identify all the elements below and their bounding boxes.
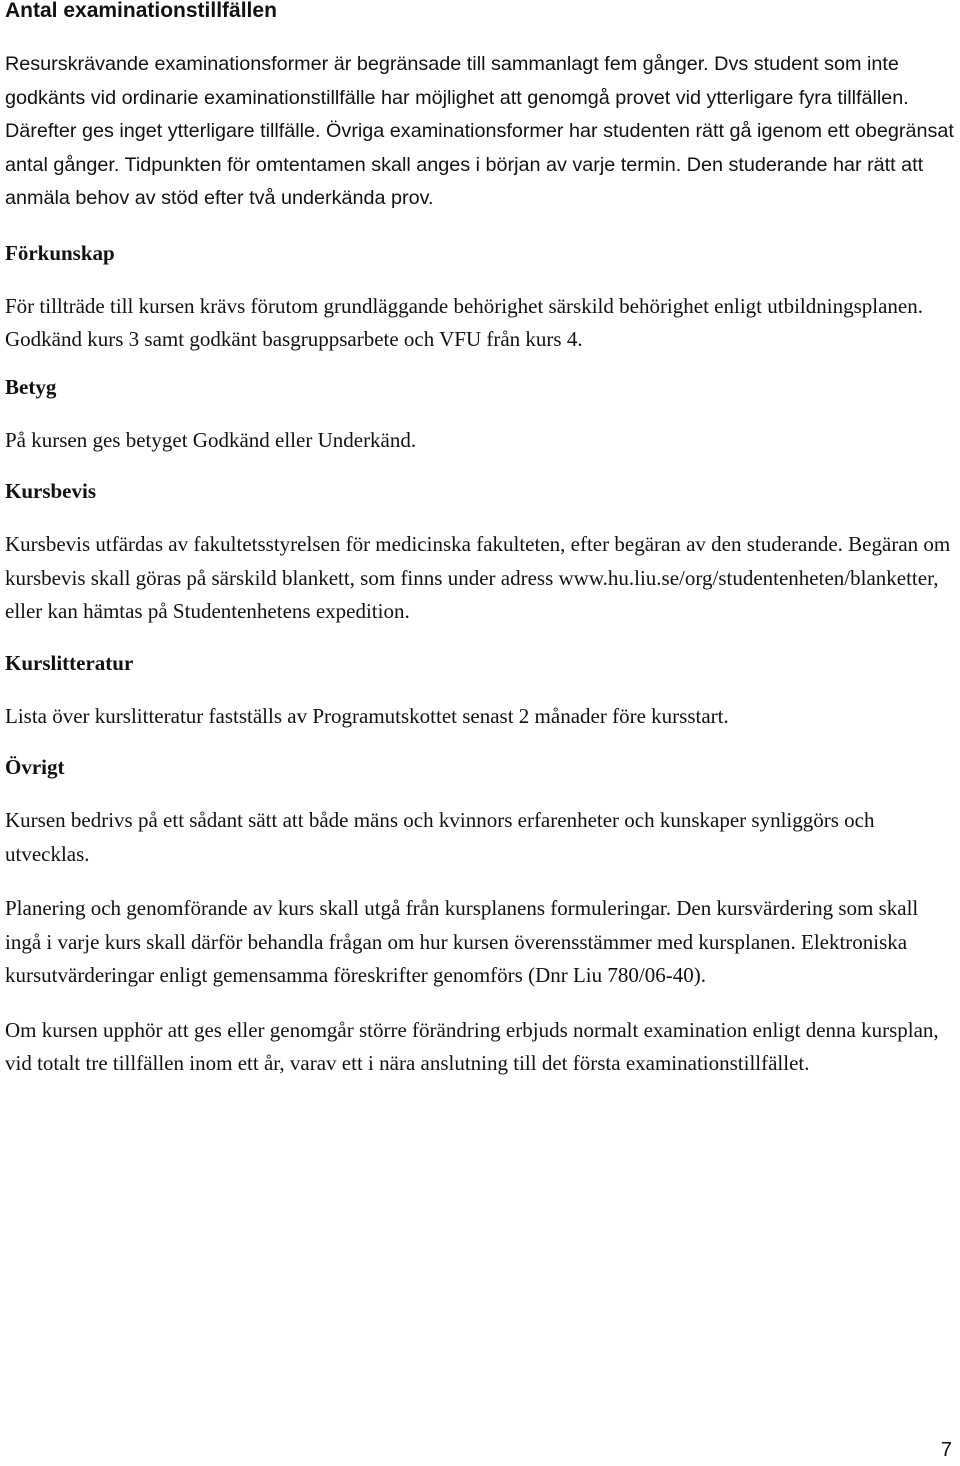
heading-kursbevis: Kursbevis [5,479,97,503]
document-page [5,0,957,1081]
paragraph-ovrigt-1: Kursen bedrivs på ett sådant sätt att både mäns och kvinnors erfarenheter och kunskaper synliggörs och utvecklas. [5,808,875,866]
heading-antal-examinationstillfallen: Antal examinationstillfällen [5,0,277,22]
heading-betyg: Betyg [5,374,57,399]
paragraph-ovrigt-2: Planering och genomförande av kurs skall utgå från kursplanens formuleringar. Den kursvärdering som skall ingå i varje kurs skall därför behandla frågan om hur kursen överensstämmer med kursplanen. Elektroniska kursutvärderingar enligt gemensamma föreskrifter genomförs (Dnr Liu 780/06-40). [5,896,919,987]
heading-forkunskap: Förkunskap [5,240,115,265]
paragraph-betyg: På kursen ges betyget Godkänd eller Underkänd. [5,427,417,452]
heading-kurslitteratur: Kurslitteratur [5,650,134,675]
paragraph-ovrigt-3: Om kursen upphör att ges eller genomgår större förändring erbjuds normalt examination enligt denna kursplan, vid totalt tre tillfällen inom ett år, varav ett i nära anslutning till det första examinationstillfället. [5,1017,939,1075]
paragraph-kursbevis: Kursbevis utfärdas av fakultetsstyrelsen för medicinska fakulteten, efter begäran av den studerande. Begäran om kursbevis skall göras på särskild blankett, som finns under adress www.hu.liu.se/org/studentenheten/blanketter, eller kan hämtas på Studentenhetens expedition. [5,532,951,623]
page-number: 7 [940,1439,952,1461]
paragraph-antal-examinationstillfallen: Resurskrävande examinationsformer är begränsade till sammanlagt fem gånger. Dvs student som inte godkänts vid ordinarie examinationstillfälle har möjlighet att genomgå provet vid ytterligare fyra tillfällen. Därefter ges inget ytterligare tillfälle. Övriga examinationsformer har studenten rätt gå igenom ett obegränsat antal gånger. Tidpunkten för omtentamen skall anges i början av varje termin. Den studerande har rätt att anmäla behov av stöd efter två underkända prov. [5,53,954,209]
paragraph-kurslitteratur: Lista över kurslitteratur fastställs av Programutskottet senast 2 månader före kursstart. [5,703,729,728]
paragraph-forkunskap: För tillträde till kursen krävs förutom grundläggande behörighet särskild behörighet enligt utbildningsplanen. Godkänd kurs 3 samt godkänt basgruppsarbete och VFU från kurs 4. [5,293,923,351]
heading-ovrigt: Övrigt [5,755,65,779]
